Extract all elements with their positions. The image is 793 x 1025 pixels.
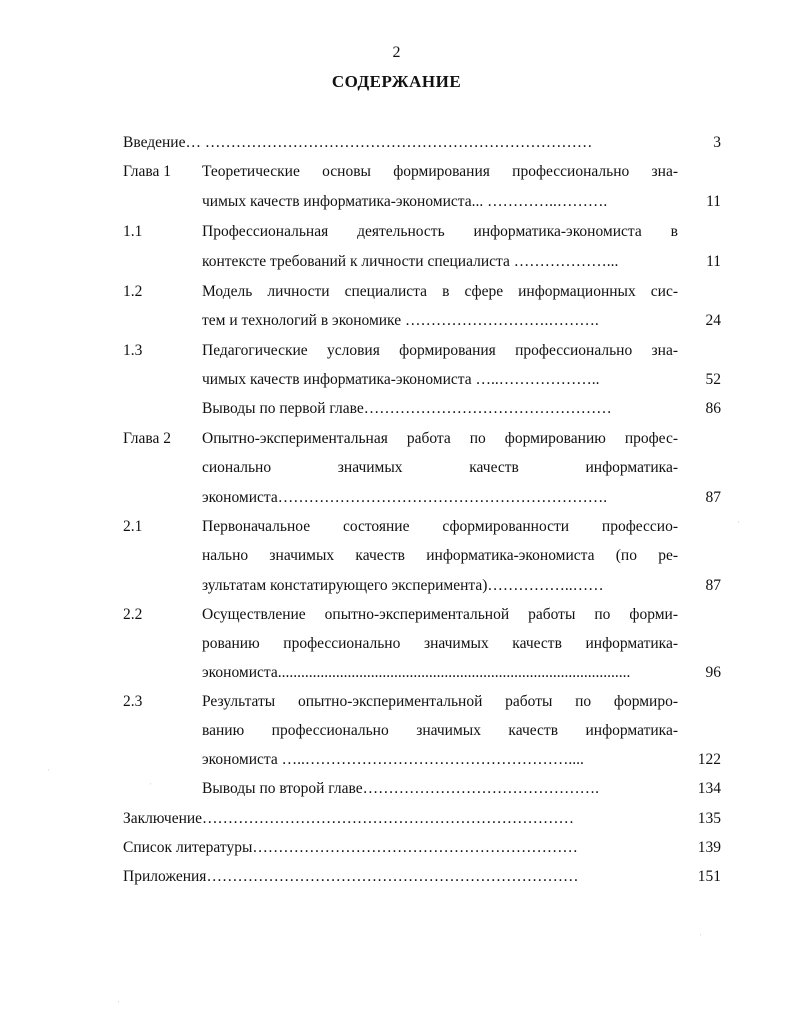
scan-speck: • (738, 520, 740, 524)
toc-entry-number: 1.1 (123, 223, 143, 240)
toc-page-number: 151 (697, 868, 721, 885)
toc-entry-text: экономиста........................................................................................... (202, 664, 631, 681)
toc-entry-text: ванию профессионально значимых качеств информатика- (202, 722, 678, 739)
toc-page-number: 122 (697, 751, 721, 768)
toc-entry-text: Профессиональная деятельность информатика-экономиста в (202, 223, 678, 240)
scan-speck: • (118, 1000, 120, 1004)
toc-entry-number: Глава 1 (123, 163, 172, 180)
toc-page-number: 87 (705, 489, 721, 506)
toc-entry-text: Заключение……………………………………………………………… (123, 810, 575, 827)
toc-entry-number: Глава 2 (123, 430, 172, 447)
toc-entry-text: чимых качеств информатика-экономиста... …………..………. (202, 193, 608, 210)
toc-page-number: 135 (697, 810, 721, 827)
toc-entry-text: Теоретические основы формирования профессионально зна- (202, 163, 678, 180)
toc-page-number: 3 (713, 134, 721, 151)
toc-page-number: 86 (705, 400, 721, 417)
toc-page-number: 24 (705, 312, 721, 329)
toc-entry-text: чимых качеств информатика-экономиста …..……………….. (202, 371, 600, 388)
toc-entry-text: Приложения……………………………………………………………… (123, 868, 579, 885)
toc-entry-text: Выводы по первой главе………………………………………… (202, 400, 612, 417)
toc-entry-text: Модель личности специалиста в сфере информационных сис- (202, 283, 678, 300)
toc-entry-text: рованию профессионально значимых качеств информатика- (202, 635, 678, 652)
toc-entry-number: 2.1 (123, 518, 143, 535)
scan-speck: • (700, 933, 702, 937)
toc-entry-text: Осуществление опытно-экспериментальной работы по форми- (202, 606, 678, 623)
page-title: СОДЕРЖАНИЕ (331, 72, 462, 91)
toc-page-number: 11 (706, 253, 721, 270)
toc-entry-text: Выводы по второй главе………………………………………. (202, 780, 599, 797)
toc-entry-text: экономиста …..…………………………………………….... (202, 751, 584, 768)
toc-entry-text: Результаты опытно-экспериментальной работы по формиро- (202, 693, 678, 710)
toc-entry-number: 1.3 (123, 342, 143, 359)
toc-page-number: 134 (697, 780, 721, 797)
toc-entry-text: экономиста………………………………………………………. (202, 489, 608, 506)
scan-speck: • (48, 768, 50, 772)
page-number: 2 (392, 44, 401, 61)
toc-entry-text: Список литературы……………………………………………………… (123, 839, 578, 856)
toc-page-number: 96 (705, 664, 721, 681)
toc-page-number: 11 (706, 193, 721, 210)
toc-entry-text: Введение… ………………………………………………………………… (123, 134, 593, 151)
toc-entry-text: тем и технологий в экономике ……………………….………. (202, 312, 599, 329)
toc-entry-text: Первоначальное состояние сформированности профессио- (202, 518, 678, 535)
toc-entry-number: 2.2 (123, 606, 143, 623)
scan-speck: • (150, 782, 152, 786)
toc-entry-text: нально значимых качеств информатика-экономиста (по ре- (202, 547, 678, 564)
toc-page-number: 87 (705, 577, 721, 594)
toc-entry-text: зультатам констатирующего эксперимента)……………..…… (202, 577, 604, 594)
toc-entry-text: сионально значимых качеств информатика- (202, 459, 678, 476)
toc-page-number: 52 (705, 371, 721, 388)
toc-entry-number: 1.2 (123, 283, 143, 300)
toc-entry-number: 2.3 (123, 693, 143, 710)
toc-entry-text: контексте требований к личности специалиста ………………... (202, 253, 619, 270)
toc-entry-text: Опытно-экспериментальная работа по формированию профес- (202, 430, 678, 447)
toc-page-number: 139 (697, 839, 721, 856)
toc-entry-text: Педагогические условия формирования профессионально зна- (202, 342, 678, 359)
